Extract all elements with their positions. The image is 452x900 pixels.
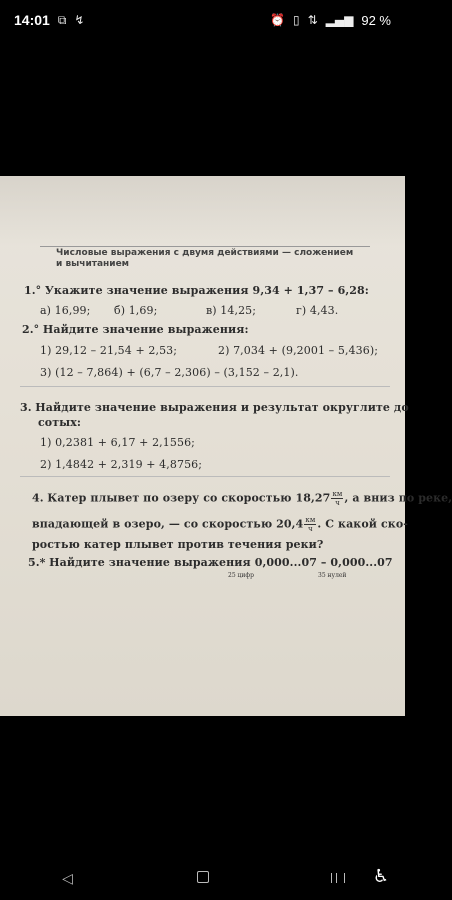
- q3-text-2: сотых:: [38, 416, 82, 429]
- q4-text-2b: . С какой ско-: [317, 517, 408, 531]
- q3-line-1: [20, 401, 409, 414]
- q4-number: 4.: [32, 491, 44, 505]
- q2-number: 2.°: [22, 323, 40, 336]
- q3-expr-2: 2) 1,4842 + 2,319 + 4,8756;: [40, 458, 203, 471]
- heading-line-2: и вычитанием: [56, 259, 130, 269]
- q2-expr-2: 2) 7,034 + (9,2001 – 5,436);: [218, 344, 379, 357]
- section-heading: [56, 248, 356, 270]
- unit-bottom-2: ч: [308, 525, 313, 533]
- data-saver-icon: ↯: [74, 13, 85, 27]
- q1-number: 1.°: [24, 284, 42, 297]
- q3-number: 3.: [20, 401, 32, 414]
- signal-icon: ▂▄▆: [325, 13, 354, 27]
- recents-icon[interactable]: [318, 871, 358, 887]
- q5-line: [28, 556, 393, 569]
- clock: 14:01: [14, 12, 50, 28]
- q3-expr-1: 1) 0,2381 + 6,17 + 2,1556;: [40, 436, 195, 449]
- separator-1: [20, 386, 390, 387]
- q1-text: Укажите значение выражения 9,34 + 1,37 – 6,28:: [44, 284, 369, 297]
- home-icon[interactable]: [183, 871, 223, 887]
- unit-kmh-fraction-1: [331, 490, 343, 507]
- heading-line-1: Числовые выражения с двумя действиями — сложением: [56, 248, 354, 258]
- unit-kmh-fraction-2: [304, 516, 316, 533]
- unit-top-2: км: [305, 516, 316, 524]
- q4-line-1: [32, 490, 452, 507]
- q5-number: 5.*: [28, 556, 46, 569]
- navigation-bar: [0, 858, 405, 900]
- textbook-photo[interactable]: [0, 176, 452, 716]
- q1-option-d: г) 4,43.: [296, 304, 339, 317]
- q2-text: Найдите значение выражения:: [42, 323, 249, 336]
- q1-line: [24, 284, 369, 297]
- q2-expr-1: 1) 29,12 – 21,54 + 2,53;: [40, 344, 178, 357]
- q5-under-2: 35 нулей: [318, 572, 347, 579]
- unit-bottom-1: ч: [335, 499, 340, 507]
- battery-level: 92 %: [361, 12, 391, 28]
- q1-option-b: б) 1,69;: [114, 304, 158, 317]
- q1-option-a: а) 16,99;: [40, 304, 91, 317]
- q1-option-c: в) 14,25;: [206, 304, 257, 317]
- photo-shadow: [0, 176, 405, 246]
- back-icon[interactable]: ◁: [62, 871, 73, 887]
- q4-line-3: ростью катер плывет против течения реки?: [32, 538, 324, 551]
- q2-line: [22, 323, 249, 336]
- q2-expr-3: 3) (12 – 7,864) + (6,7 – 2,306) – (3,152 – 2,1).: [40, 366, 299, 379]
- heading-rule: [40, 246, 370, 247]
- q3-text-1: Найдите значение выражения и результат округлите до: [35, 401, 409, 414]
- q5-under-1: 25 цифр: [228, 572, 254, 579]
- screen-cast-icon: ⧉: [57, 12, 67, 27]
- q4-text-1a: Катер плывет по озеру со скоростью 18,27: [47, 491, 331, 505]
- accessibility-icon[interactable]: ♿: [372, 866, 389, 887]
- vibrate-icon: ▯: [293, 13, 300, 27]
- wifi-icon: ⇅: [307, 13, 318, 27]
- q4-line-2: [32, 516, 408, 533]
- q4-text-1b: , а вниз по реке,: [344, 491, 452, 505]
- q5-text: Найдите значение выражения 0,000...07 – 0,000...07: [49, 556, 393, 569]
- unit-top-1: км: [332, 490, 343, 498]
- status-bar: [0, 0, 405, 40]
- alarm-icon: ⏰: [270, 13, 285, 27]
- separator-2: [20, 476, 390, 477]
- q4-text-2a: впадающей в озеро, — со скоростью 20,4: [32, 517, 304, 531]
